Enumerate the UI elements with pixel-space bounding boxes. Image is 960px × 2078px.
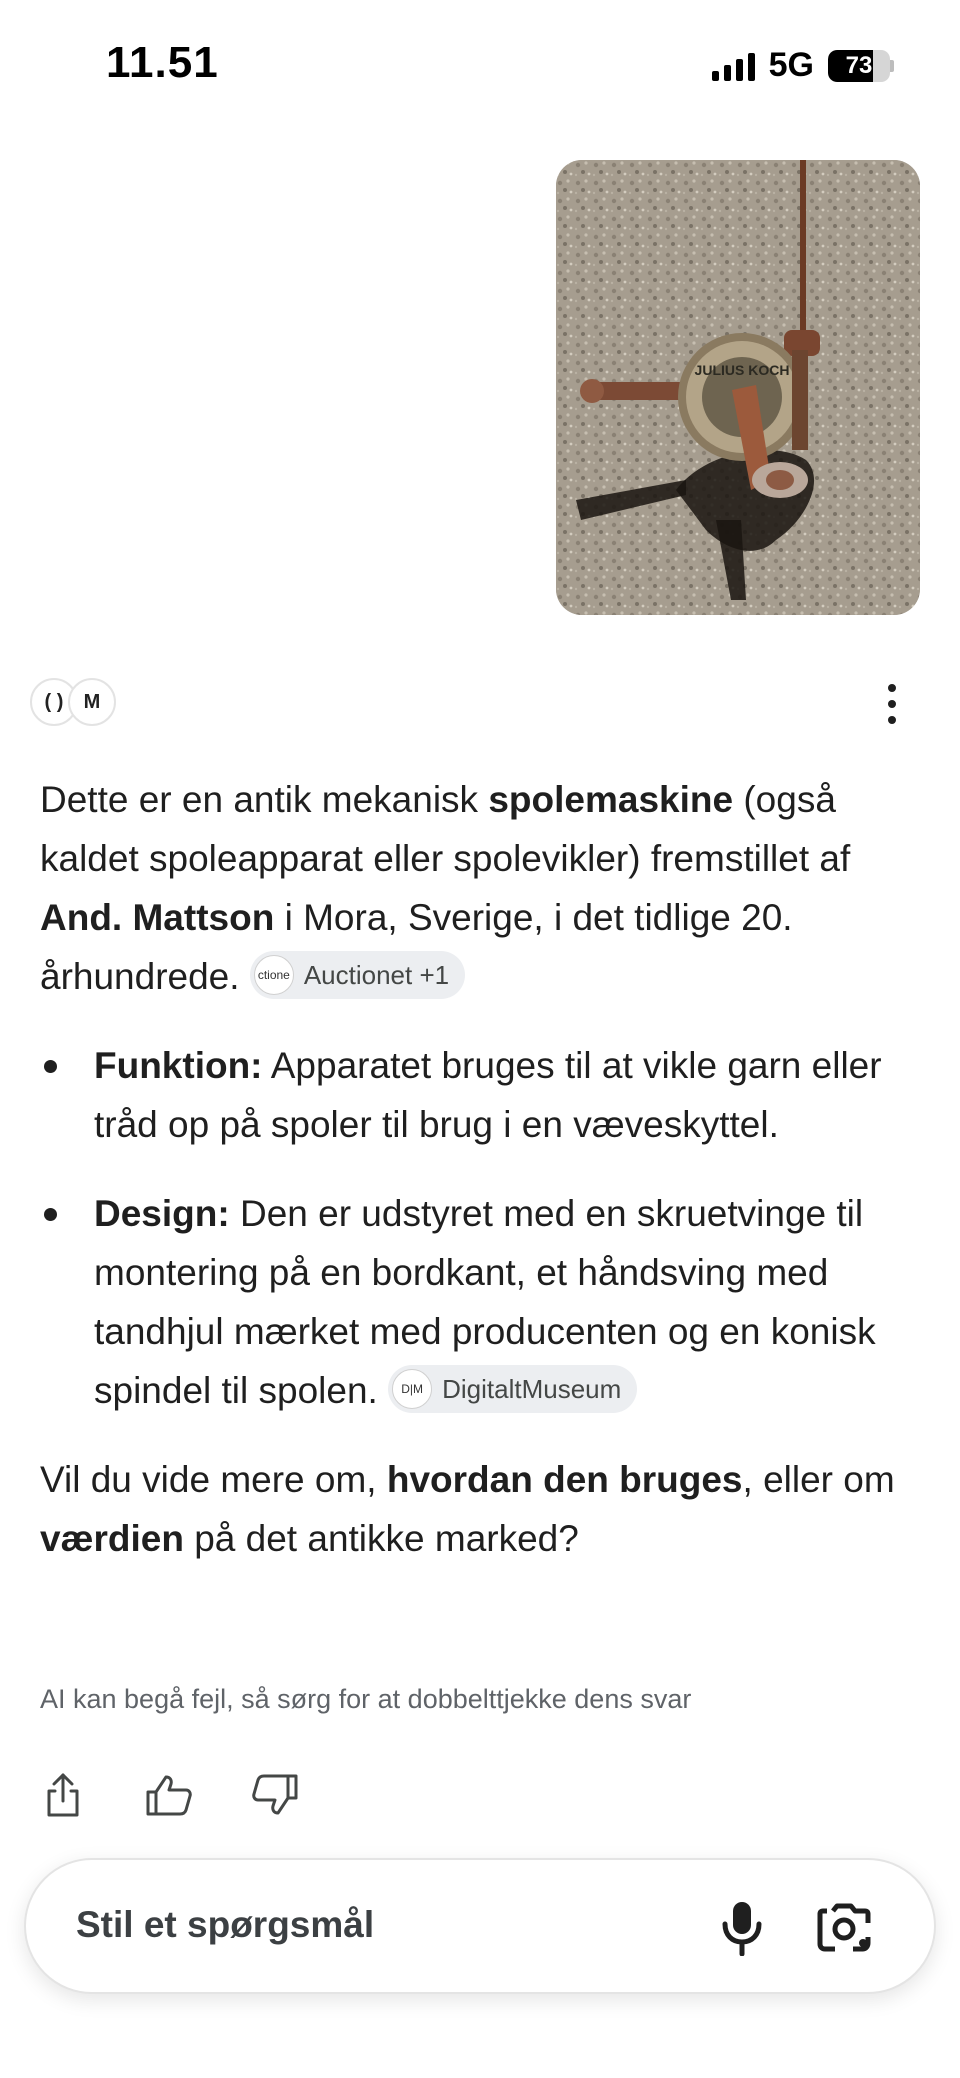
list-item [40,1036,920,1154]
thumbs-up-icon[interactable] [146,1772,192,1818]
intro-text: Dette er en antik mekanisk [40,779,489,820]
share-icon[interactable] [40,1772,86,1818]
bullet-label: Funktion: [94,1045,263,1086]
network-type: 5G [768,46,814,84]
status-time: 11.51 [106,38,219,87]
cellular-signal-icon [712,51,755,81]
google-lens-icon[interactable] [810,1894,878,1962]
followup-text: Vil du vide mere om, [40,1459,387,1500]
source-chip-auctionet[interactable] [250,951,465,999]
uploaded-image[interactable] [556,160,920,615]
source-icon-auctionet: ( ) [30,678,78,726]
prompt-input-bar[interactable] [24,1858,936,1994]
battery-icon [828,50,894,82]
source-chip-digitaltmuseum[interactable] [388,1365,637,1413]
intro-text: (også kaldet spoleapparat eller spolevikler) fremstillet af [40,779,851,879]
followup-question [40,1450,920,1568]
chip-label: DigitaltMuseum [442,1374,622,1405]
followup-text: , eller om [742,1459,895,1500]
status-bar [0,0,960,130]
intro-bold-term: spolemaskine [488,779,734,820]
intro-bold-maker: And. Mattson [40,897,275,938]
prompt-input[interactable]: Stil et spørgsmål [76,1904,375,1945]
bullet-label: Design: [94,1193,230,1234]
answer-bullets [40,1036,920,1420]
intro-text: i Mora, Sverige, i det tidlige 20. århundrede. [40,897,793,997]
answer-intro [40,770,920,1006]
bullet-text: Apparatet bruges til at vikle garn eller tråd op på spoler til brug i en væveskyttel. [94,1045,882,1145]
more-options-icon[interactable] [880,684,904,724]
ai-disclaimer: AI kan begå fejl, så sørg for at dobbelttjekke dens svar [40,1684,692,1714]
auctionet-icon: ctione [254,955,294,995]
thumbs-down-icon[interactable] [252,1772,298,1818]
followup-link-usage[interactable]: hvordan den bruges [386,1459,743,1500]
followup-link-value[interactable]: værdien [40,1518,184,1559]
gear-inscription: JULIUS KOCH [694,362,790,378]
answer-content [40,770,920,1568]
microphone-icon[interactable] [708,1894,776,1962]
digitaltmuseum-icon: D|M [392,1369,432,1409]
source-icon-digitaltmuseum: M [68,678,116,726]
status-indicators [712,46,894,85]
antique-spool-winder-photo [556,160,920,615]
battery-percentage: 73 [845,51,873,79]
bullet-text: Den er udstyret med en skruetvinge til montering på en bordkant, et håndsving med tandhjul mærket med producenten og en konisk spindel til spolen. [94,1193,876,1411]
response-actions [40,1772,298,1818]
sources-stack[interactable] [30,678,120,726]
list-item [40,1184,920,1420]
chip-label: Auctionet +1 [303,960,450,991]
followup-text: på det antikke marked? [183,1518,579,1559]
